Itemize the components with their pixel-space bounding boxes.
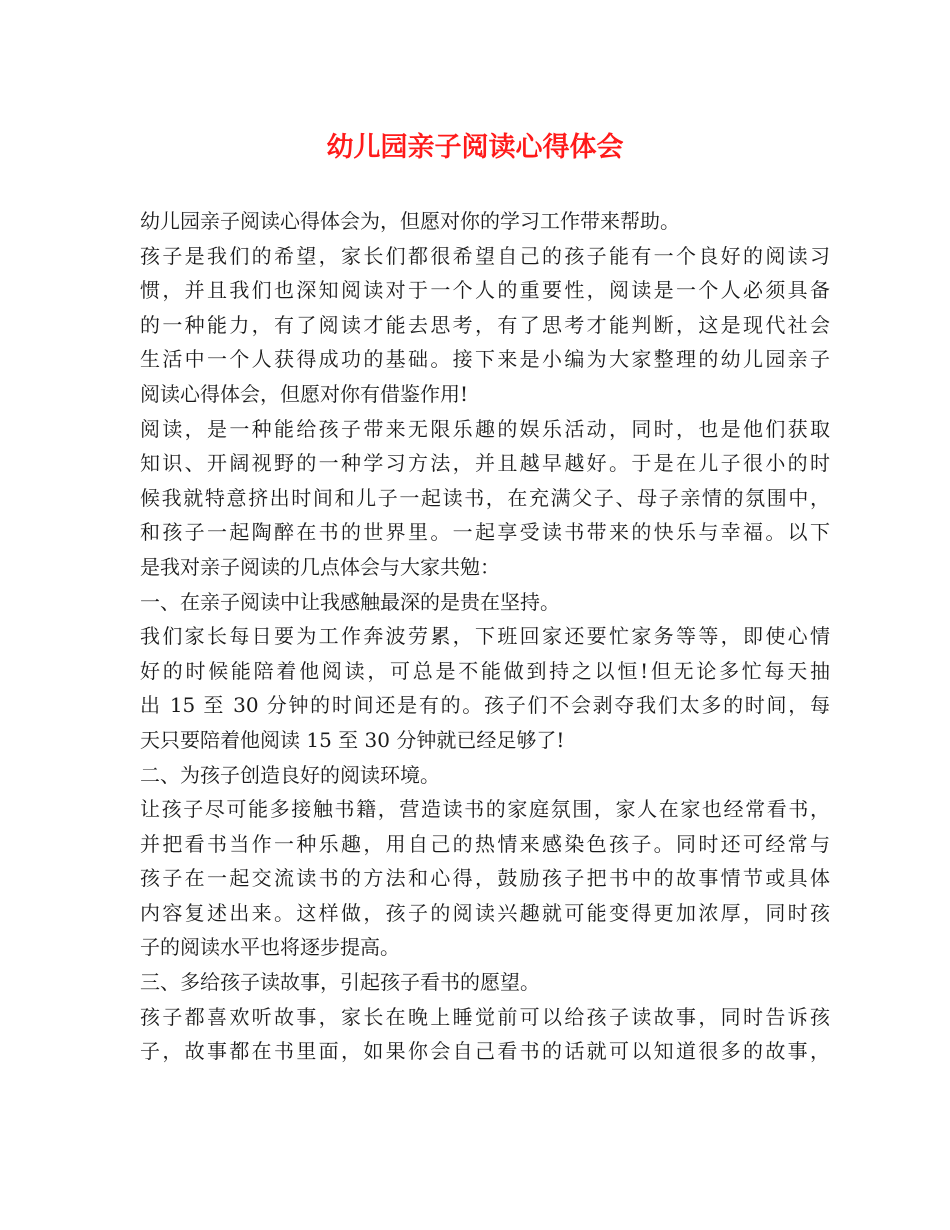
text-line: 孩子是我们的希望，家长们都很希望自己的孩子能有一个良好的阅读习 bbox=[140, 243, 830, 268]
document-body bbox=[140, 204, 830, 1069]
text-line: 并把看书当作一种乐趣，用自己的热情来感染色孩子。同时还可经常与 bbox=[140, 831, 830, 856]
text-line: 阅读心得体会，但愿对你有借鉴作用! bbox=[140, 381, 469, 406]
text-line: 是我对亲子阅读的几点体会与大家共勉： bbox=[140, 554, 500, 579]
text-line: 我们家长每日要为工作奔波劳累，下班回家还要忙家务等等，即使心情 bbox=[140, 624, 830, 649]
text-line: 和孩子一起陶醉在书的世界里。一起享受读书带来的快乐与幸福。以下 bbox=[140, 520, 830, 545]
document-title: 幼儿园亲子阅读心得体会 bbox=[326, 132, 624, 163]
text-line: 好的时候能陪着他阅读，可总是不能做到持之以恒!但无论多忙每天抽 bbox=[140, 658, 830, 683]
text-line: 三、多给孩子读故事，引起孩子看书的愿望。 bbox=[140, 970, 540, 995]
text-line: 知识、开阔视野的一种学习方法，并且越早越好。于是在儿子很小的时 bbox=[140, 451, 830, 476]
text-line: 天只要陪着他阅读 15 至 30 分钟就已经足够了! bbox=[140, 727, 565, 752]
text-line: 幼儿园亲子阅读心得体会为，但愿对你的学习工作带来帮助。 bbox=[140, 209, 680, 233]
text-line: 子的阅读水平也将逐步提高。 bbox=[140, 935, 400, 960]
text-line: 生活中一个人获得成功的基础。接下来是小编为大家整理的幼儿园亲子 bbox=[140, 347, 830, 372]
text-line: 候我就特意挤出时间和儿子一起读书，在充满父子、母子亲情的氛围中， bbox=[140, 485, 830, 510]
text-line: 的一种能力，有了阅读才能去思考，有了思考才能判断，这是现代社会 bbox=[140, 312, 830, 337]
text-line: 孩子都喜欢听故事，家长在晚上睡觉前可以给孩子读故事，同时告诉孩 bbox=[140, 1004, 830, 1029]
text-line: 子，故事都在书里面，如果你会自己看书的话就可以知道很多的故事， bbox=[140, 1039, 830, 1064]
text-line: 内容复述出来。这样做，孩子的阅读兴趣就可能变得更加浓厚，同时孩 bbox=[140, 900, 830, 925]
text-line: 二、为孩子创造良好的阅读环境。 bbox=[140, 762, 440, 787]
text-line: 孩子在一起交流读书的方法和心得，鼓励孩子把书中的故事情节或具体 bbox=[140, 866, 830, 891]
text-line: 阅读，是一种能给孩子带来无限乐趣的娱乐活动，同时，也是他们获取 bbox=[140, 416, 830, 441]
text-line: 让孩子尽可能多接触书籍，营造读书的家庭氛围，家人在家也经常看书， bbox=[140, 797, 830, 822]
text-line: 出 15 至 30 分钟的时间还是有的。孩子们不会剥夺我们太多的时间，每 bbox=[140, 693, 830, 718]
text-line: 一、在亲子阅读中让我感触最深的是贵在坚持。 bbox=[140, 589, 560, 614]
text-line: 惯，并且我们也深知阅读对于一个人的重要性，阅读是一个人必须具备 bbox=[140, 278, 830, 303]
